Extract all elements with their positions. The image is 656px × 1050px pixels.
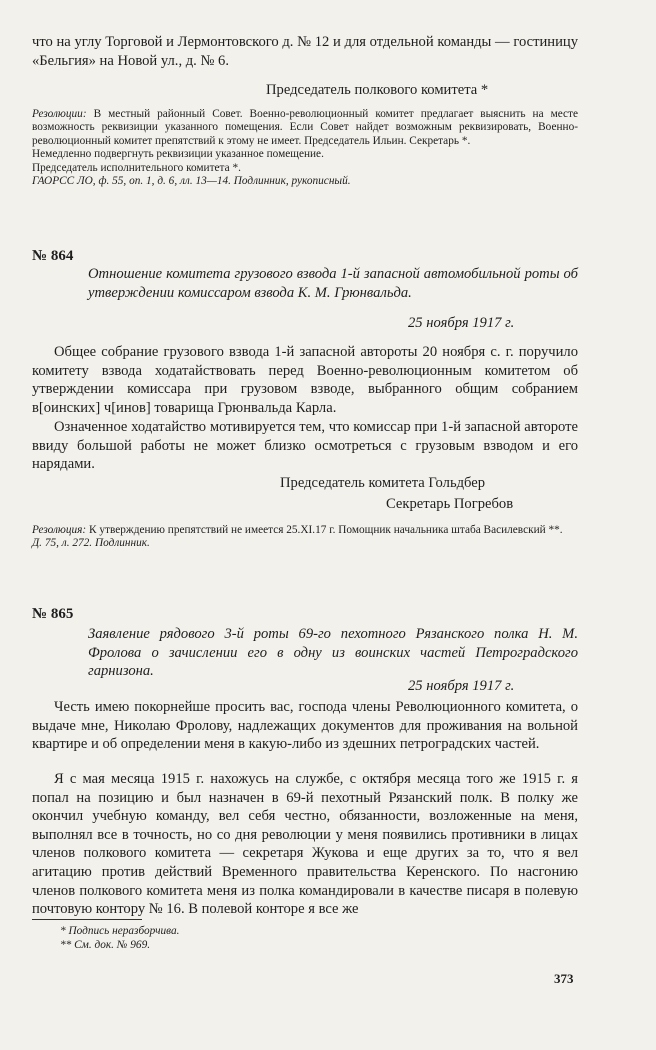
resolution-text: К утверждению препятствий не имеется 25.XI.17 г. Помощник начальника штаба Василевский **. — [86, 524, 563, 536]
page-number: 373 — [554, 971, 574, 986]
doc864-paragraph-2: Означенное ходатайство мотивируется тем, что комиссар при 1-й запасной автороте ввиду большой работы не может близко осмотреться с грузовым взводом и его нарядами. — [32, 419, 578, 473]
committee-chairman-signature: Председатель комитета Гольдбер — [280, 475, 486, 491]
resolution-block-2 — [32, 524, 578, 551]
doc865-paragraph-1: Честь имею покорнейше просить вас, господа члены Революционного комитета, о выдаче мне, Николаю Фролову, надлежащих документов для проживания на вольной квартире и об определении меня в какую-либо из здешних петроградских частей. — [32, 699, 578, 753]
archive-reference: ГАОРСС ЛО, ф. 55, оп. 1, д. 6, лл. 13—14. Подлинник, рукописный. — [32, 175, 351, 188]
continued-paragraph: что на углу Торговой и Лермонтовского д. № 12 и для отдельной команды — гостиницу «Бельгия» на Новой ул., д. № 6. — [32, 34, 578, 69]
regiment-committee-signature: Председатель полкового комитета * — [266, 82, 489, 98]
resolution-label: Резолюции: — [32, 108, 87, 120]
doc865-paragraph-2: Я с мая месяца 1915 г. нахожусь на службе, с октября месяца того же 1915 г. я попал на позицию и был назначен в 69-й пехотный Рязанский полк. В полку же окончил учебную команду, вел себя честно, обязанности, возложенные на меня, выполнял все в точность, но со дня революции у меня появились противники в лицах членов полкового комитета — секретаря Жукова и еще других за то, что я вел агитацию против действий Временного правительства Керенского. По насгонию членов полкового комитета меня из полка командировали в качестве писаря в полевую почтовую контору № 16. В полевой конторе я все же — [32, 771, 578, 918]
resolution-block-1 — [32, 108, 578, 188]
document-title-865: Заявление рядового 3-й роты 69-го пехотного Рязанского полка Н. М. Фролова о зачислении его в одну из воинских частей Петроградского гарнизона. — [88, 626, 578, 680]
footnote-1: * Подпись неразборчива. — [60, 925, 180, 937]
document-number-864: № 864 — [32, 248, 74, 264]
resolution-label: Резолюция: — [32, 524, 87, 536]
resolution-line-chairman: Председатель исполнительного комитета *. — [32, 161, 241, 174]
resolution-line-requisition: Немедленно подвергнуть реквизиции указанное помещение. — [32, 148, 324, 161]
resolution-text: В местный районный Совет. Военно-революционный комитет предлагает выяснить на месте возможность реквизиции указанного помещения. Если Совет найдет возможным реквизировать, Военно-революционный комитет препятствий к этому не имеет. Председатель Ильин. Секретарь *. — [32, 108, 578, 147]
document-date-865: 25 ноября 1917 г. — [408, 678, 515, 694]
document-number-865: № 865 — [32, 606, 74, 622]
committee-secretary-signature: Секретарь Погребов — [386, 496, 514, 512]
document-date-864: 25 ноября 1917 г. — [408, 315, 515, 331]
document-title-864: Отношение комитета грузового взвода 1-й запасной автомобильной роты об утверждении комиссаром взвода К. М. Грюнвальда. — [88, 266, 578, 301]
doc864-paragraph-1: Общее собрание грузового взвода 1-й запасной автороты 20 ноября с. г. поручило комитету взвода ходатайствовать перед Военно-революционным комитетом об утверждении комиссара при грузовом взводе, выбранного общим собранием в[оинских] ч[инов] товарища Грюнвальда Карла. — [32, 344, 578, 416]
footnote-2: ** См. док. № 969. — [60, 939, 151, 951]
archive-reference: Д. 75, л. 272. Подлинник. — [32, 537, 150, 550]
footnote-divider — [32, 919, 142, 920]
